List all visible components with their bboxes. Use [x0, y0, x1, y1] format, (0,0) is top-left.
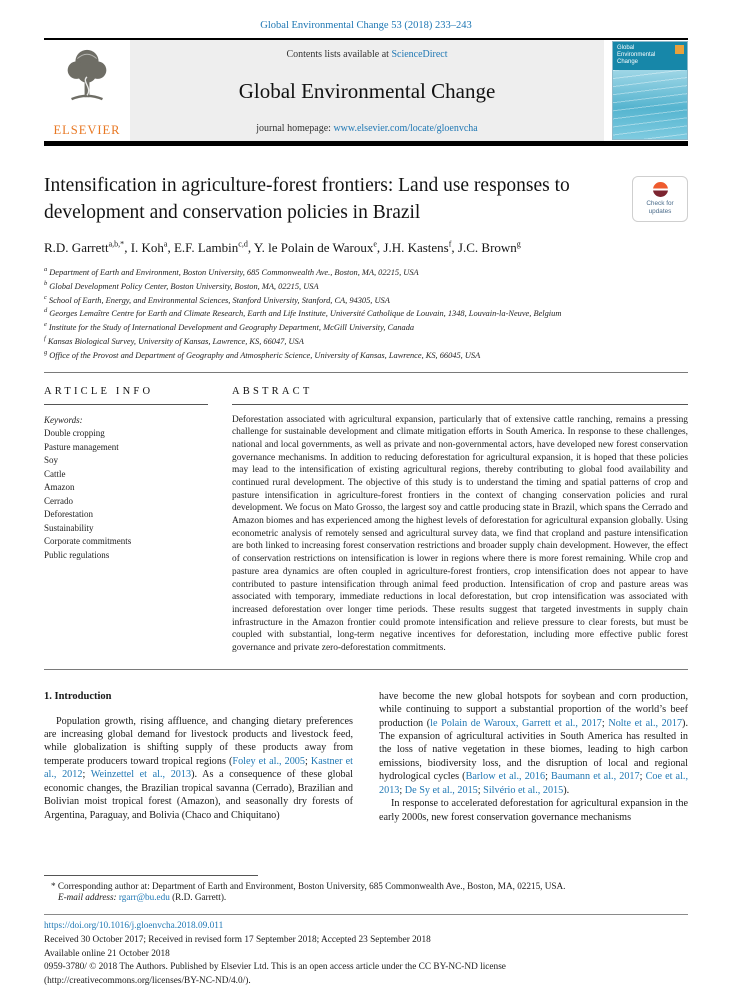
- text-segment: ).: [563, 784, 570, 796]
- keyword: Corporate commitments: [44, 536, 132, 547]
- journal-masthead: [44, 40, 688, 141]
- affiliation-line: [44, 293, 688, 307]
- citation-link[interactable]: Nolte et al., 2017: [608, 717, 683, 729]
- text-segment: ;: [82, 769, 91, 781]
- citation-link[interactable]: Weinzettel et al., 2013: [90, 769, 192, 781]
- check-for-updates-badge[interactable]: [632, 176, 688, 222]
- section-divider: [44, 669, 688, 670]
- article-title: Intensification in agriculture-forest frontiers: Land use responses to development and conservation policies in Brazil: [44, 175, 570, 224]
- author-name: E.F. Lambin: [173, 239, 239, 255]
- sciencedirect-link[interactable]: ScienceDirect: [391, 49, 448, 60]
- section-divider: [44, 372, 688, 373]
- text-segment: In response to accelerated deforestation for agricultural expansion in the early 2000s, new forest conservation governance mechanisms: [379, 798, 688, 823]
- citation-link[interactable]: Kastner et al., 2012: [44, 755, 353, 781]
- keyword: Pasture management: [44, 441, 119, 452]
- contents-line: [140, 49, 594, 60]
- homepage-prefix: journal homepage:: [256, 123, 334, 134]
- affiliation-sup: a: [44, 265, 48, 273]
- introduction-heading: 1. Introduction: [44, 690, 112, 702]
- affiliation-text: Department of Earth and Environment, Boston University, 685 Commonwealth Ave., Boston, MA, 02215, USA: [49, 267, 419, 277]
- affiliation-sup: e: [44, 321, 47, 329]
- received-dates: Received 30 October 2017; Received in revised form 17 September 2018; Accepted 23 September 2018: [44, 935, 431, 946]
- text-segment: ). As a consequence of these global economic changes, the Brazilian tropical savanna (Cerrado), Brazilian and Bolivian moist tropical forest (Amazon), and seasonally dry forests of Argentina, Paraguay, and Bolivia (Chaco and Chiquitano): [44, 769, 353, 821]
- citation-link[interactable]: Barlow et al., 2016: [465, 771, 546, 783]
- affiliation-line: [44, 334, 688, 348]
- cover-column: [604, 40, 688, 141]
- doi-link[interactable]: https://doi.org/10.1016/j.gloenvcha.2018.09.011: [44, 921, 224, 932]
- author-name: J.H. Kastens: [383, 239, 449, 255]
- affiliation-text: Office of the Provost and Department of Geography and Atmospheric Science, University of Kansas, Lawrence, KS, 66045, USA: [49, 350, 481, 360]
- author-name: I. Koh: [130, 239, 164, 255]
- keyword: Amazon: [44, 482, 75, 493]
- header-bottom-rule: [44, 141, 688, 146]
- text-segment: Population growth, rising affluence, and changing dietary preferences are increasing global demand for livestock products and livestock feed, while globalization is shifting supply of these products away from temperate producers toward tropical regions (: [44, 715, 353, 767]
- author: [458, 240, 521, 255]
- affiliations-list: [44, 265, 688, 362]
- body-column-right: [379, 690, 688, 825]
- authors-line: [44, 240, 688, 256]
- body-column-left: [44, 690, 353, 825]
- journal-homepage-link[interactable]: www.elsevier.com/locate/gloenvcha: [333, 123, 478, 134]
- text-segment: ;: [639, 771, 646, 783]
- text-segment: ;: [601, 717, 609, 729]
- email-suffix: (R.D. Garrett).: [169, 892, 227, 903]
- article-info-column: [44, 386, 208, 655]
- author: [254, 240, 384, 255]
- elsevier-logo: [44, 40, 130, 141]
- author-name: Y. le Polain de Waroux: [253, 239, 374, 255]
- affiliation-text: Global Development Policy Center, Boston University, Boston, MA, 02215, USA: [49, 281, 319, 291]
- author-name: J.C. Brown: [457, 239, 517, 255]
- citation-link[interactable]: Baumann et al., 2017: [551, 771, 640, 783]
- keywords-block: [44, 414, 208, 563]
- email-line: [44, 892, 688, 902]
- affiliation-sup: g: [44, 348, 48, 356]
- elsevier-wordmark: ELSEVIER: [53, 123, 121, 137]
- cover-title-text: Global Environmental Change: [617, 45, 656, 66]
- affiliation-text: Kansas Biological Survey, University of Kansas, Lawrence, KS, 66047, USA: [47, 336, 304, 346]
- keyword: Double cropping: [44, 428, 105, 439]
- email-link[interactable]: rgarr@bu.edu: [118, 892, 170, 903]
- abstract-heading: ABSTRACT: [232, 386, 688, 405]
- author-sup: a: [163, 239, 168, 249]
- journal-title: Global Environmental Change: [238, 79, 496, 103]
- author: [44, 240, 131, 255]
- info-abstract-section: [44, 386, 688, 655]
- abstract-text: Deforestation associated with agricultural expansion, particularly that of extensive cattle ranching, remains a pressing challenge for sustainable development and climate mitigation efforts in South America. In response to these challenges, national and local governments, as well as private and non-governmental actors, have developed new forest conservation governance mechanisms. In addition to reducing deforestation for agricultural expansion, it is hoped that these policies may lead to the intensification of existing agricultural regions, thereby contributing to global food availability and continued rural development. The objective of this study is to understand the timing and spatial patterns of crop and pasture intensification in agriculture-forest frontiers in the context of changing conservation policies and rural development. We focus on Mato Grosso, the largest soy and cattle producing state in Brazil, which spans the Cerrado and Amazon biomes and has experienced among the highest levels of deforestation for agricultural expansion globally. Using econometric analysis of remotely sensed and agricultural survey data, we find that cropland and pasture intensification are both linked to increasing forest conservation restrictions and broader supply chain development. However, the effect of conservation restrictions on intensification is lower in regions where there is more forest remaining. While crop and pasture area dynamics are often coupled in agriculture-forest frontiers, crop intensification does not appear to have contributed to pasture intensification through animal feed production. Intensification of crop and pasture areas was associated with temporary, immediate reductions in local deforestation, but crop intensification was associated with increased deforestation over longer time periods. These results suggest that targeted investments in supply chain infrastructure in the Amazon frontier could promote intensification and relieve pressure to clear forests, but must be coupled with substantial, long-term negative incentives for deforestation, including more effective public forest governance and private zero-deforestation commitments.: [232, 414, 688, 653]
- keyword: Cerrado: [44, 495, 73, 506]
- affiliation-line: [44, 306, 688, 320]
- keyword: Cattle: [44, 468, 66, 479]
- citation-link[interactable]: le Polain de Waroux, Garrett et al., 2017: [430, 717, 602, 729]
- author-sup: g: [516, 239, 521, 249]
- affiliation-text: Institute for the Study of International Development and Geography Department, McGill University, Canada: [48, 322, 415, 332]
- author: [174, 240, 254, 255]
- crossmark-icon: [653, 182, 668, 197]
- author-sup: a,b,*: [108, 239, 125, 249]
- keywords-label: Keywords:: [44, 414, 83, 425]
- author: [383, 240, 458, 255]
- keyword: Soy: [44, 455, 59, 466]
- homepage-line: [140, 123, 594, 134]
- affiliation-sup: f: [44, 334, 46, 342]
- affiliation-sup: d: [44, 307, 48, 315]
- affiliation-sup: b: [44, 279, 48, 287]
- journal-citation-link[interactable]: Global Environmental Change 53 (2018) 233–243: [260, 20, 472, 31]
- author-sup: f: [448, 239, 452, 249]
- cover-art: [613, 70, 687, 139]
- check-badge-line1: Check for: [646, 200, 674, 207]
- text-segment: have become the new global hotspots for soybean and corn production, while continuing to support a substantial proportion of the world’s beef production (: [379, 690, 688, 729]
- page-footer: [44, 859, 688, 988]
- imprint-rule: [44, 914, 688, 915]
- license-line-1: 0959-3780/ © 2018 The Authors. Published by Elsevier Ltd. This is an open access article under the CC BY-NC-ND license: [44, 962, 506, 973]
- footnote-rule: [44, 875, 258, 876]
- check-badge-line2: updates: [648, 208, 672, 215]
- available-online: Available online 21 October 2018: [44, 948, 170, 959]
- citation-link[interactable]: Silvério et al., 2015: [483, 784, 564, 796]
- author: [131, 240, 174, 255]
- text-segment: ;: [304, 755, 311, 767]
- affiliation-line: [44, 279, 688, 293]
- keyword: Deforestation: [44, 509, 93, 520]
- email-label: E-mail address:: [58, 892, 119, 903]
- author-name: R.D. Garrett: [44, 239, 109, 255]
- author-sup: c,d: [238, 239, 248, 249]
- affiliation-sup: c: [44, 293, 47, 301]
- journal-info-box: [130, 40, 604, 141]
- text-segment: ;: [545, 771, 552, 783]
- abstract-column: [232, 386, 688, 655]
- title-block: [44, 172, 688, 227]
- affiliation-text: Georges Lemaître Centre for Earth and Climate Research, Earth and Life Institute, Université Catholique de Louvain, 1348, Louvain-la-Neuve, Belgium: [49, 309, 562, 319]
- affiliation-line: [44, 320, 688, 334]
- text-segment: ;: [477, 784, 484, 796]
- elsevier-tree-icon: [58, 45, 116, 105]
- license-line-2: (http://creativecommons.org/licenses/BY-NC-ND/4.0/).: [44, 975, 251, 986]
- cover-accent-chip: [675, 45, 684, 54]
- intro-paragraph: [379, 690, 688, 798]
- affiliation-text: School of Earth, Energy, and Environmental Sciences, Stanford University, Stanford, CA, 94305, USA: [48, 295, 390, 305]
- affiliation-line: [44, 265, 688, 279]
- text-segment: ;: [399, 784, 405, 796]
- affiliation-line: [44, 348, 688, 362]
- article-info-heading: ARTICLE INFO: [44, 386, 208, 405]
- citation-link[interactable]: De Sy et al., 2015: [404, 784, 478, 796]
- author-sup: e: [373, 239, 377, 249]
- citation-link[interactable]: Coe et al., 2013: [379, 771, 688, 796]
- text-segment: ). The expansion of agricultural activities in South America has resulted in the loss of native vegetation in these biomes, leading to high carbon emissions, biodiversity loss, and the disruption of local and regional hydrological cycles (: [379, 717, 688, 783]
- body-text-section: [44, 690, 688, 825]
- keyword: Public regulations: [44, 549, 110, 560]
- intro-paragraph: [44, 715, 353, 823]
- corresponding-author-note: * Corresponding author at: Department of Earth and Environment, Boston University, 685 Commonwealth Ave., Boston, MA, 02215, USA.: [51, 881, 566, 892]
- cover-title-band: [613, 42, 687, 70]
- contents-prefix: Contents lists available at: [286, 49, 392, 60]
- check-badge-label: [646, 200, 673, 216]
- keyword: Sustainability: [44, 522, 94, 533]
- intro-paragraph: [379, 797, 688, 824]
- citation-link[interactable]: Foley et al., 2005: [232, 755, 305, 767]
- journal-cover-thumbnail[interactable]: [612, 41, 688, 140]
